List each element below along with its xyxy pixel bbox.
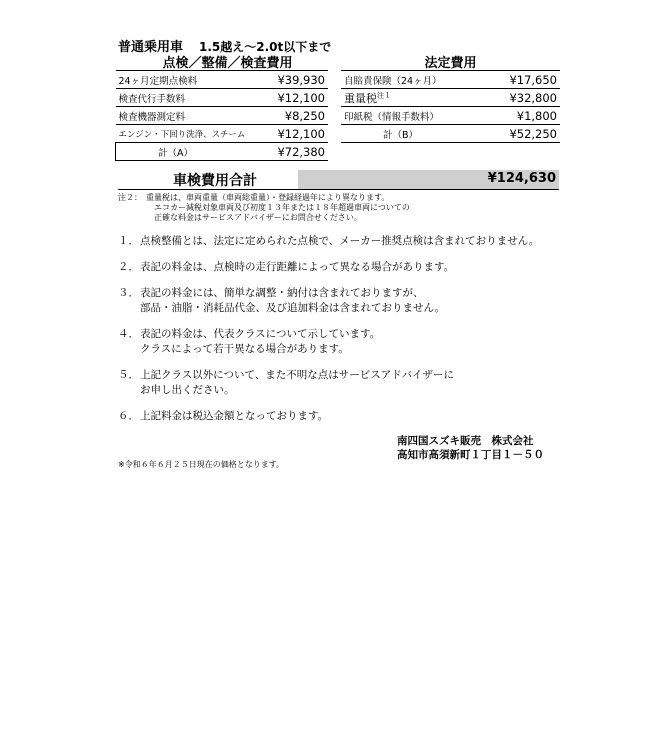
- list-item: [118, 234, 539, 249]
- item-text: 上記料金は税込金額となっております。: [140, 410, 329, 422]
- item-text: 表記の料金には、簡単な調整・納付は含まれておりますが、: [140, 287, 424, 299]
- row-label: 自賠責保険（24ヶ月）: [341, 71, 485, 89]
- grand-total-label: 車検費用合計: [173, 173, 257, 189]
- item-text: お申し出ください。: [140, 384, 235, 396]
- list-item: [118, 260, 539, 275]
- item-text: 部品・油脂・消耗品代金、及び追加料金は含まれておりません。: [140, 302, 446, 314]
- table-row: [116, 107, 329, 125]
- list-item: [118, 327, 539, 357]
- row-label: 検査代行手数料: [116, 89, 267, 107]
- row-value: ¥39,930: [267, 71, 328, 89]
- item-number: １．: [118, 235, 139, 247]
- subtotal-label: 計（A）: [116, 143, 267, 161]
- company-name: 南四国スズキ販売 株式会社: [397, 435, 534, 447]
- note-line: 重量税は、車両重量（車両総重量）・登録経過年により異なります。: [146, 193, 390, 202]
- inspection-cost-table: [115, 70, 328, 161]
- list-item: [118, 286, 539, 316]
- legal-fees-table: [341, 70, 560, 143]
- subtotal-value: ¥52,250: [485, 125, 560, 143]
- inspection-cost-header: 点検／整備／検査費用: [162, 56, 293, 71]
- table-row: [116, 71, 329, 89]
- item-text: 上記クラス以外について、また不明な点はサービスアドバイザーに: [140, 369, 455, 381]
- item-number: ４．: [118, 328, 139, 340]
- row-label: 印紙税（情報手数料）: [341, 107, 485, 125]
- row-label: 24ヶ月定期点検料: [116, 71, 267, 89]
- note-line: エコカー減税対象車両及び初度１３年または１８年超過車両についての: [154, 203, 410, 212]
- list-item: [118, 409, 539, 424]
- footnote-marker: 注１: [377, 90, 391, 99]
- table-row: [341, 107, 560, 125]
- row-value: ¥8,250: [267, 107, 328, 125]
- item-number: ６．: [118, 410, 139, 422]
- company-address: 高知市高須新町１丁目１－５０: [397, 449, 544, 461]
- vehicle-class: 普通乗用車: [118, 40, 184, 55]
- row-value: ¥12,100: [267, 89, 328, 107]
- subtotal-label: 計（B）: [341, 125, 485, 143]
- price-date-note: ※令和６年６月２５日現在の価格となります。: [118, 460, 285, 469]
- row-label: エンジン・下回り洗浄、スチーム: [116, 125, 267, 143]
- weight-tax-note: [118, 193, 410, 223]
- row-value: ¥12,100: [267, 125, 328, 143]
- weight-range: 1.5越え～2.0t以下まで: [199, 40, 332, 54]
- notice-list: [118, 234, 539, 435]
- company-block: [397, 434, 544, 462]
- note-lead: 注２：: [118, 193, 142, 202]
- row-label: 検査機器測定料: [116, 107, 267, 125]
- item-text: 表記の料金は、代表クラスについて示しています。: [140, 328, 381, 340]
- item-number: ３．: [118, 287, 139, 299]
- row-label: 重量税$^{注1}$: [341, 89, 485, 107]
- row-value: ¥32,800: [485, 89, 560, 107]
- row-value: ¥1,800: [485, 107, 560, 125]
- item-number: ５．: [118, 369, 139, 381]
- table-row: [341, 89, 560, 107]
- table-row: [116, 125, 329, 143]
- item-text: 点検整備とは、法定に定められた点検で、メーカー推奨点検は含まれておりません。: [140, 235, 540, 247]
- item-number: ２．: [118, 261, 139, 273]
- list-item: [118, 368, 539, 398]
- item-text: クラスによって若干異なる場合があります。: [140, 343, 349, 355]
- item-text: 表記の料金は、点検時の走行距離によって異なる場合があります。: [140, 261, 455, 273]
- note-line: 正確な料金はサービスアドバイザーにお問合せください。: [154, 213, 362, 222]
- subtotal-row: [116, 143, 329, 161]
- subtotal-row: [341, 125, 560, 143]
- row-value: ¥17,650: [485, 71, 560, 89]
- grand-total: [118, 170, 559, 190]
- grand-total-box: [298, 170, 559, 189]
- legal-fees-header: 法定費用: [424, 56, 477, 71]
- table-row: [116, 89, 329, 107]
- grand-total-value: ¥124,630: [487, 171, 556, 186]
- table-row: [341, 71, 560, 89]
- subtotal-value: ¥72,380: [267, 143, 328, 161]
